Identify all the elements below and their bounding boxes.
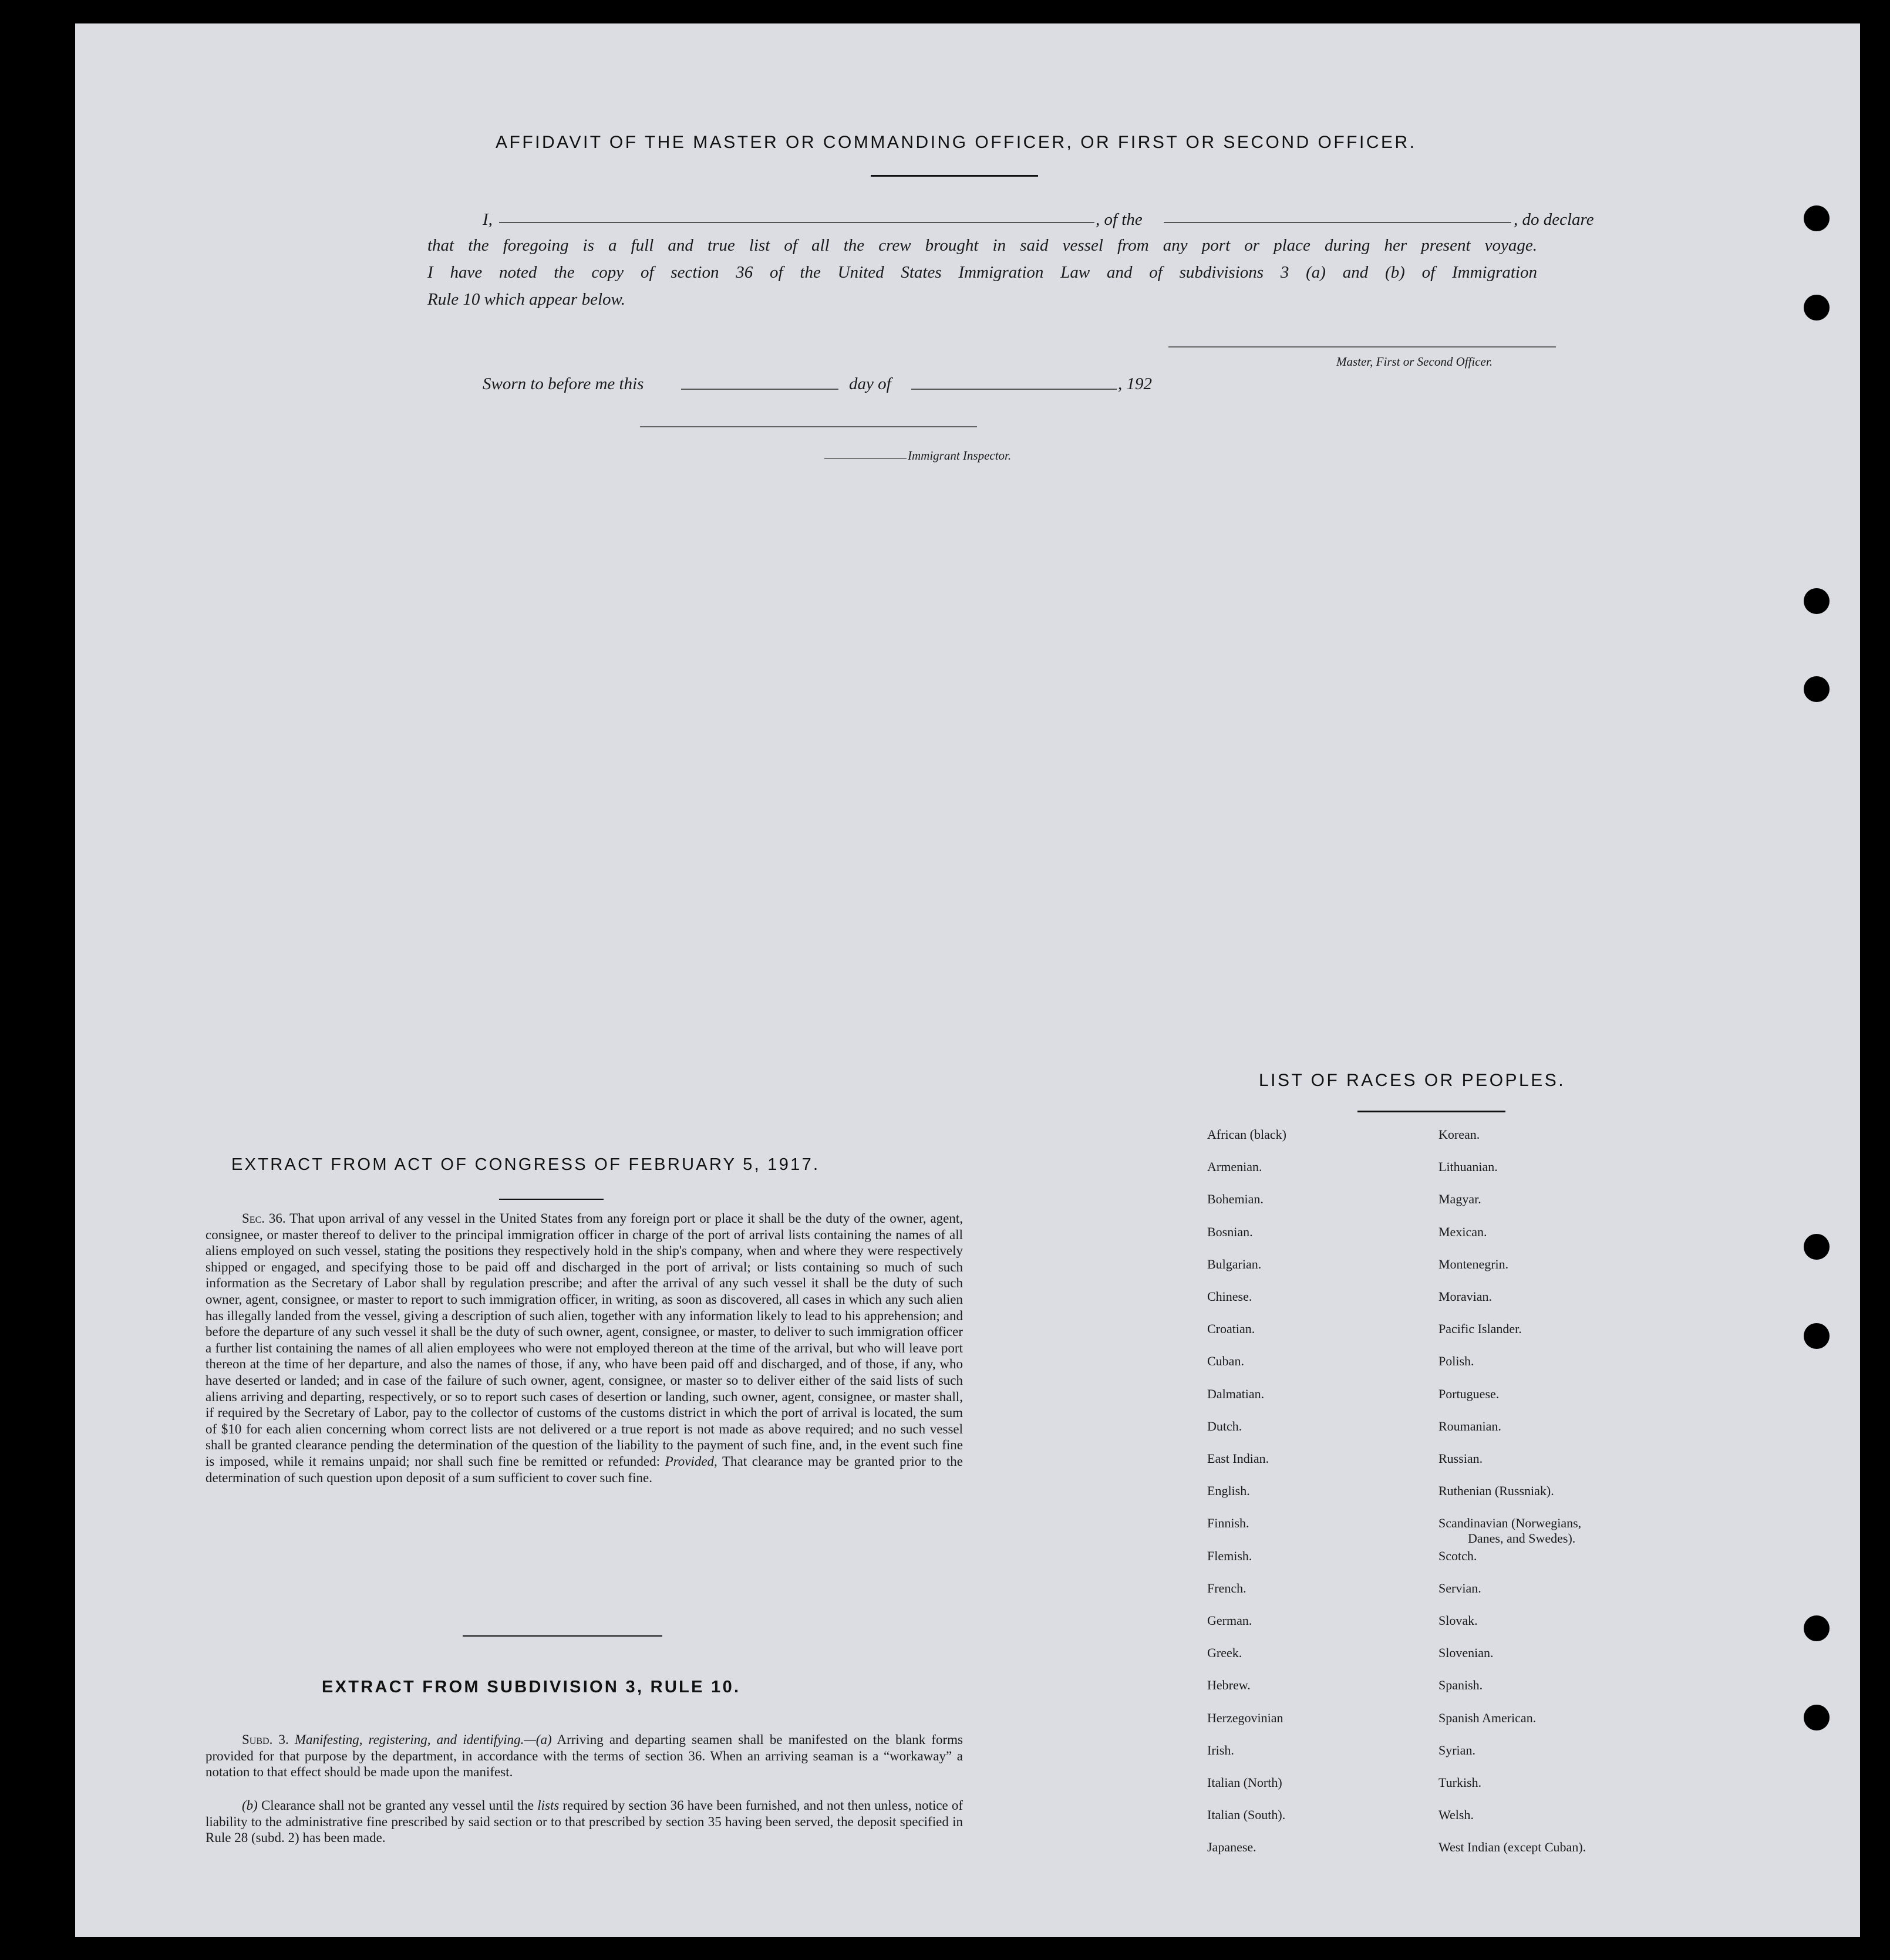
race-item: Irish. [1207,1742,1234,1757]
race-item: Ruthenian (Russniak). [1438,1483,1554,1499]
affidavit-body-line: Rule 10 which appear below. [427,290,625,309]
race-item: Magyar. [1438,1192,1481,1207]
subd-heading: Manifesting, registering, and identifying.—(a) [294,1732,552,1747]
lists-word: lists [537,1798,560,1813]
race-item: Russian. [1438,1451,1483,1466]
race-item: Moravian. [1438,1289,1493,1304]
race-item: Flemish. [1207,1548,1252,1563]
race-item: Pacific Islander. [1438,1321,1522,1337]
act-extract-rule [499,1199,604,1200]
affidavit-body [427,232,1537,313]
affidavit-body-line: that the foregoing is a full and true list of all the crew brought in said vessel from any port or place during her present voyage. [427,236,1537,255]
punch-hole [1804,1615,1830,1641]
act-section-36-text [205,1210,963,1486]
vessel-name-field[interactable] [1164,222,1511,223]
punch-hole [1804,295,1830,321]
race-item: East Indian. [1207,1451,1269,1466]
race-item: Dalmatian. [1207,1386,1265,1401]
race-item: Greek. [1207,1645,1242,1661]
race-item: African (black) [1207,1127,1286,1142]
race-item: Bohemian. [1207,1192,1264,1207]
subd-text-a: Arriving and departing seamen shall be manifested on the blank forms provided for that purpose by the department, in accordance with the terms of section 36. When an arriving seaman is a “workaway” a notation to that effect should be made upon the manifest. [205,1732,963,1780]
race-item: Finnish. [1207,1516,1249,1531]
inspector-label: Immigrant Inspector. [908,448,1012,463]
race-item: Spanish. [1438,1678,1483,1693]
document-page [75,23,1860,1937]
race-item: Korean. [1438,1127,1480,1142]
race-item: Chinese. [1207,1289,1252,1304]
race-item: Mexican. [1438,1224,1487,1239]
race-item: Bosnian. [1207,1224,1253,1239]
race-item: Scandinavian (Norwegians, [1438,1516,1582,1531]
race-item: Japanese. [1207,1840,1256,1855]
punch-hole [1804,205,1830,231]
race-item: Montenegrin. [1438,1256,1509,1271]
signature-label: Master, First or Second Officer. [1336,355,1493,369]
sworn-year: , 192 [1118,375,1152,393]
affidavit-title-rule [871,175,1038,177]
subd-label: Subd. 3. [242,1732,289,1747]
inspector-short-rule [824,458,907,459]
race-item: Roumanian. [1438,1418,1501,1433]
punch-hole [1804,1234,1830,1260]
race-item: Herzegovinian [1207,1710,1283,1725]
affidavit-body-line: I have noted the copy of section 36 of the United States Immigration Law and of subdivisions 3 (a) and (b) of Immigration [427,263,1537,282]
punch-hole [1804,1705,1830,1730]
race-item: Croatian. [1207,1321,1255,1337]
race-item: Syrian. [1438,1742,1475,1757]
rule-extract-title: EXTRACT FROM SUBDIVISION 3, RULE 10. [322,1678,741,1696]
sec-text-1: That upon arrival of any vessel in the United States from any foreign port or place it shall be the duty of the owner, agent, consignee, or master thereof to deliver to the principal immigration officer in charge of the port of arrival lists containing the names of all aliens employed on such vessel, stating the positions they respectively hold in the ship's company, when and where they were respectively shipped or engaged, and specifying those to be paid off and discharged in the port of arrival; or lists containing so much of such information as the Secretary of Labor shall by regulation prescribe; and after the arrival of any such vessel it shall be the duty of such owner, agent, consignee, or master to report to such immigration officer, in writing, as soon as discovered, all cases in which any such alien has illegally landed from the vessel, giving a description of such alien, together with any information likely to lead to his apprehension; and before the departure of any such vessel it shall be the duty of such owner, agent, consignee, or master, to deliver to such immigration officer a further list containing the names of all alien employees who were not employed thereon at the time of the arrival, but who will leave port thereon at the time of her departure, and also the names of those, if any, who have been paid off and discharged, and of those, if any, who have deserted or landed; and in case of the failure of such owner, agent, consignee, or master so to deliver either of the said lists of such aliens arriving and departing, respectively, or so to report such cases of desertion or landing, such owner, agent, consignee, or master shall, if required by the Secretary of Labor, pay to the collector of customs of the customs district in which the port of arrival is located, the sum of $10 for each alien concerning whom correct lists are not delivered or a true report is not made as above required; and no such vessel shall be granted clearance pending the determination of the question of the liability to the payment of such fine, and, in the event such fine is imposed, while it remains unpaid; nor shall such fine be remitted or refunded: [205,1211,963,1469]
punch-hole [1804,588,1830,614]
race-item: Italian (North) [1207,1775,1282,1790]
races-title-rule [1357,1111,1505,1112]
affidavit-do-declare: , do declare [1514,210,1594,229]
inspector-signature-field[interactable] [640,426,977,427]
sworn-day-of: day of [849,375,891,393]
officer-signature-field[interactable] [1168,346,1556,348]
officer-name-field[interactable] [499,222,1094,223]
race-item: Slovenian. [1438,1645,1494,1661]
race-item: Lithuanian. [1438,1159,1498,1175]
subd-text-b1: Clearance shall not be granted any vessel until the [261,1798,534,1813]
subd-text-b2: required by section 36 have been furnished, and not then unless, notice of liability to the administrative fine prescribed by said section or to that prescribed by section 35 having been served, the deposit specified in Rule 28 (subd. 2) has been made. [205,1798,963,1846]
sworn-month-field[interactable] [911,389,1117,390]
race-item: Spanish American. [1438,1710,1537,1725]
race-item: Welsh. [1438,1807,1474,1823]
subd-3-paragraph-b [205,1797,963,1846]
sec-text-2: That clearance may be granted prior to the determination of such question upon deposit of a sum sufficient to cover such fine. [205,1453,963,1485]
race-item: Dutch. [1207,1418,1242,1433]
proviso-word: Provided, [665,1453,717,1469]
race-item: Italian (South). [1207,1807,1286,1823]
act-end-rule [463,1635,662,1637]
race-item: Servian. [1438,1580,1481,1595]
race-item: Turkish. [1438,1775,1482,1790]
race-item: French. [1207,1580,1246,1595]
act-extract-title: EXTRACT FROM ACT OF CONGRESS OF FEBRUARY 5, 1917. [231,1155,820,1174]
race-item: Slovak. [1438,1613,1478,1628]
race-item: Hebrew. [1207,1678,1251,1693]
affidavit-title: AFFIDAVIT OF THE MASTER OR COMMANDING OFFICER, OR FIRST OR SECOND OFFICER. [496,133,1417,152]
race-item: English. [1207,1483,1250,1499]
sworn-day-field[interactable] [681,389,838,390]
races-title: LIST OF RACES OR PEOPLES. [1259,1071,1566,1090]
b-label: (b) [242,1798,258,1813]
race-item: Polish. [1438,1354,1474,1369]
race-item: Cuban. [1207,1354,1244,1369]
subd-3-paragraph-a [205,1732,963,1780]
punch-hole [1804,1323,1830,1349]
affidavit-of-the: , of the [1096,210,1143,229]
race-item: West Indian (except Cuban). [1438,1840,1586,1855]
race-item: Armenian. [1207,1159,1262,1175]
race-item: Bulgarian. [1207,1256,1262,1271]
sec-label: Sec. 36. [242,1211,286,1226]
punch-hole [1804,676,1830,702]
race-item-continuation: Danes, and Swedes). [1468,1531,1576,1546]
sworn-prefix: Sworn to before me this [483,375,644,393]
race-item: German. [1207,1613,1252,1628]
race-item: Portuguese. [1438,1386,1500,1401]
affidavit-i-label: I, [483,210,493,229]
race-item: Scotch. [1438,1548,1477,1563]
